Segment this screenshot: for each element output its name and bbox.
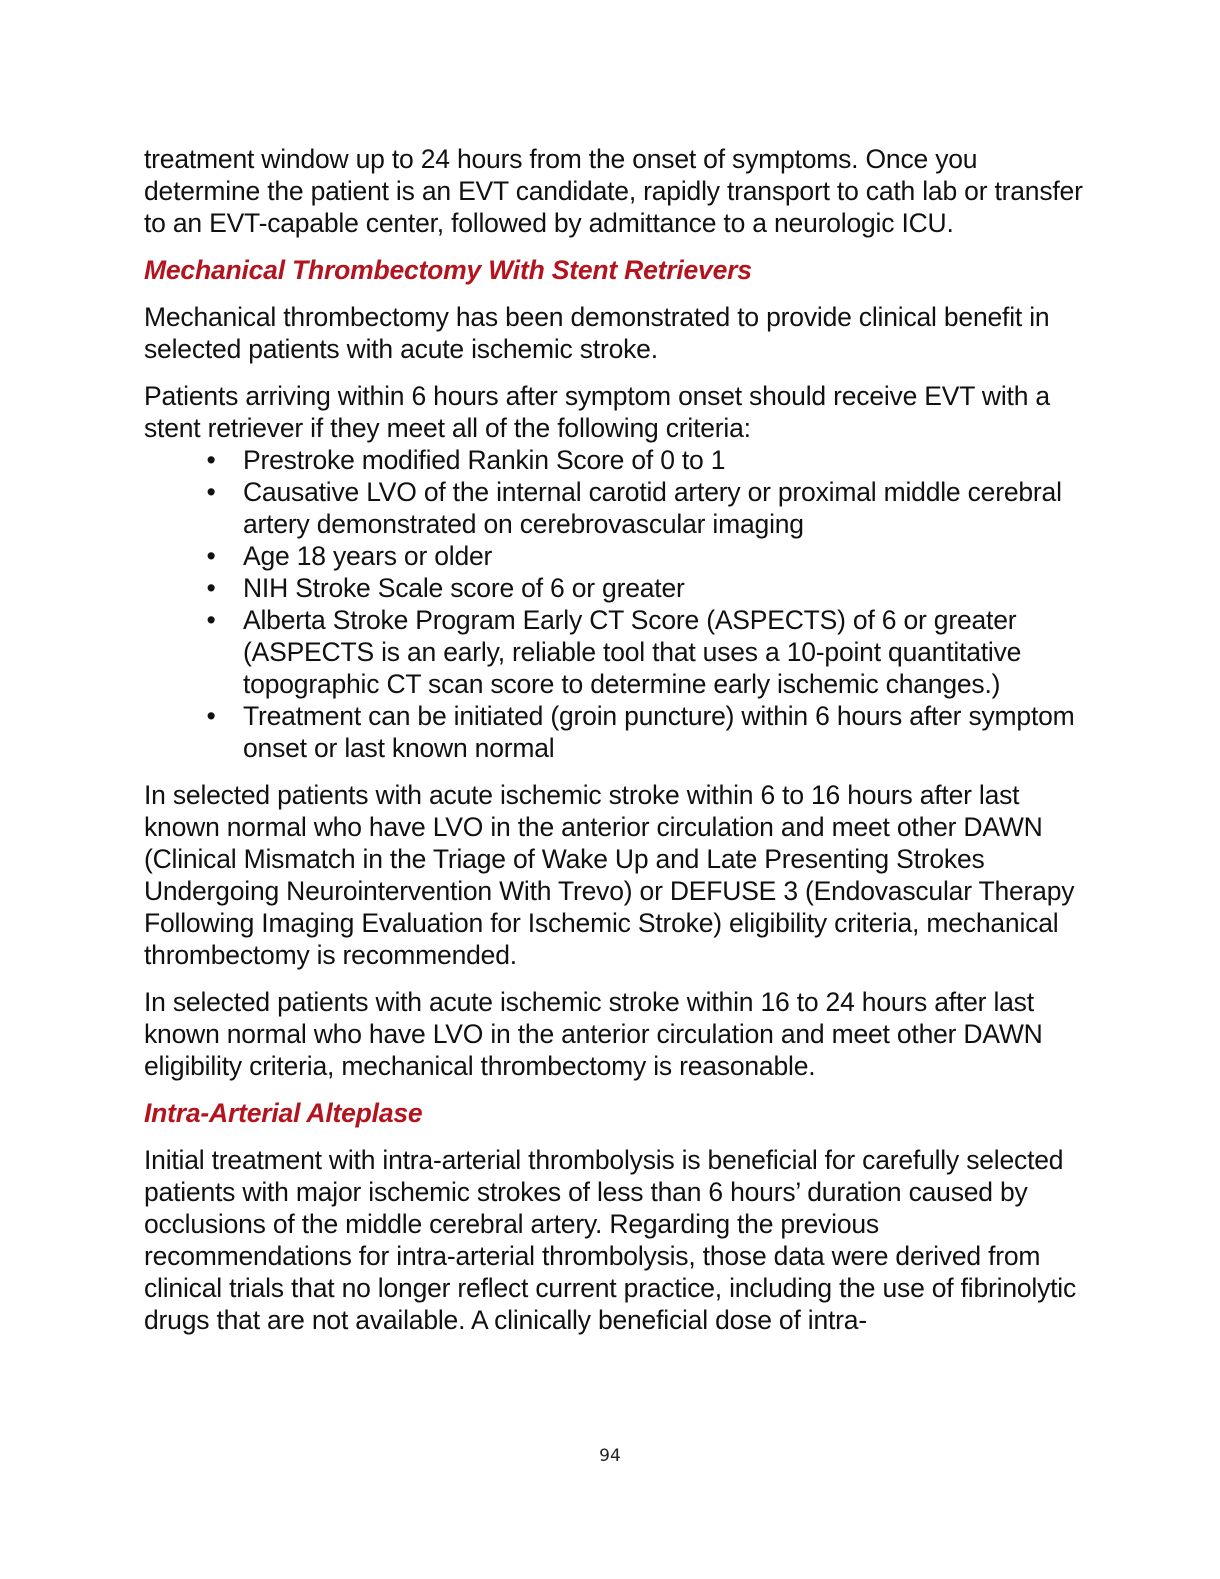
paragraph: In selected patients with acute ischemic stroke within 16 to 24 hours after last known normal who have LVO in the anterior circulation and meet other DAWN eligibility criteria, mechanical thrombectomy is reasonable. [144,987,1043,1081]
list-item-text: Alberta Stroke Program Early CT Score (ASPECTS) of 6 or greater (ASPECTS is an early, reliable tool that uses a 10-point quantitative topographic CT scan score to determine early ischemic changes.) [243,605,1022,699]
list-item-text: Age 18 years or older [243,541,493,571]
paragraph: Mechanical thrombectomy has been demonstrated to provide clinical benefit in selected patients with acute ischemic stroke. [144,302,1050,364]
section-heading-mechanical-thrombectomy: Mechanical Thrombectomy With Stent Retrievers [144,255,752,285]
section-heading-intra-arterial-alteplase: Intra-Arterial Alteplase [144,1098,423,1128]
list-item [144,604,1084,700]
bullet-icon: • [206,477,216,507]
list-item-text: NIH Stroke Scale score of 6 or greater [243,573,685,603]
bullet-icon: • [206,541,216,571]
bullet-icon: • [206,573,216,603]
bullet-icon: • [206,445,216,475]
bullet-icon: • [206,701,216,731]
list-item [144,572,1084,604]
page-number: 94 [599,1446,621,1466]
list-item [144,700,1084,764]
list-item-text: Treatment can be initiated (groin puncture) within 6 hours after symptom onset or last known normal [243,701,1075,763]
list-item [144,444,1084,476]
paragraph: Patients arriving within 6 hours after symptom onset should receive EVT with a stent retriever if they meet all of the following criteria: [144,381,1050,443]
paragraph: In selected patients with acute ischemic stroke within 6 to 16 hours after last known normal who have LVO in the anterior circulation and meet other DAWN (Clinical Mismatch in the Triage of Wake Up and Late Presenting Strokes Undergoing Neurointervention With Trevo) or DEFUSE 3 (Endovascular Therapy Following Imaging Evaluation for Ischemic Stroke) eligibility criteria, mechanical thrombectomy is recommended. [144,780,1075,970]
list-item-text: Prestroke modified Rankin Score of 0 to 1 [243,445,726,475]
list-item-text: Causative LVO of the internal carotid artery or proximal middle cerebral artery demonstrated on cerebrovascular imaging [243,477,1062,539]
bullet-icon: • [206,605,216,635]
intro-paragraph: treatment window up to 24 hours from the onset of symptoms. Once you determine the patient is an EVT candidate, rapidly transport to cath lab or transfer to an EVT-capable center, followed by admittance to a neurologic ICU. [144,144,1083,238]
list-item [144,540,1084,572]
paragraph: Initial treatment with intra-arterial thrombolysis is beneficial for carefully selected patients with major ischemic strokes of less than 6 hours’ duration caused by occlusions of the middle cerebral artery. Regarding the previous recommendations for intra-arterial thrombolysis, those data were derived from clinical trials that no longer reflect current practice, including the use of fibrinolytic drugs that are not available. A clinically beneficial dose of intra- [144,1145,1077,1335]
document-page [144,143,1084,1336]
criteria-list [144,444,1084,764]
list-item [144,476,1084,540]
